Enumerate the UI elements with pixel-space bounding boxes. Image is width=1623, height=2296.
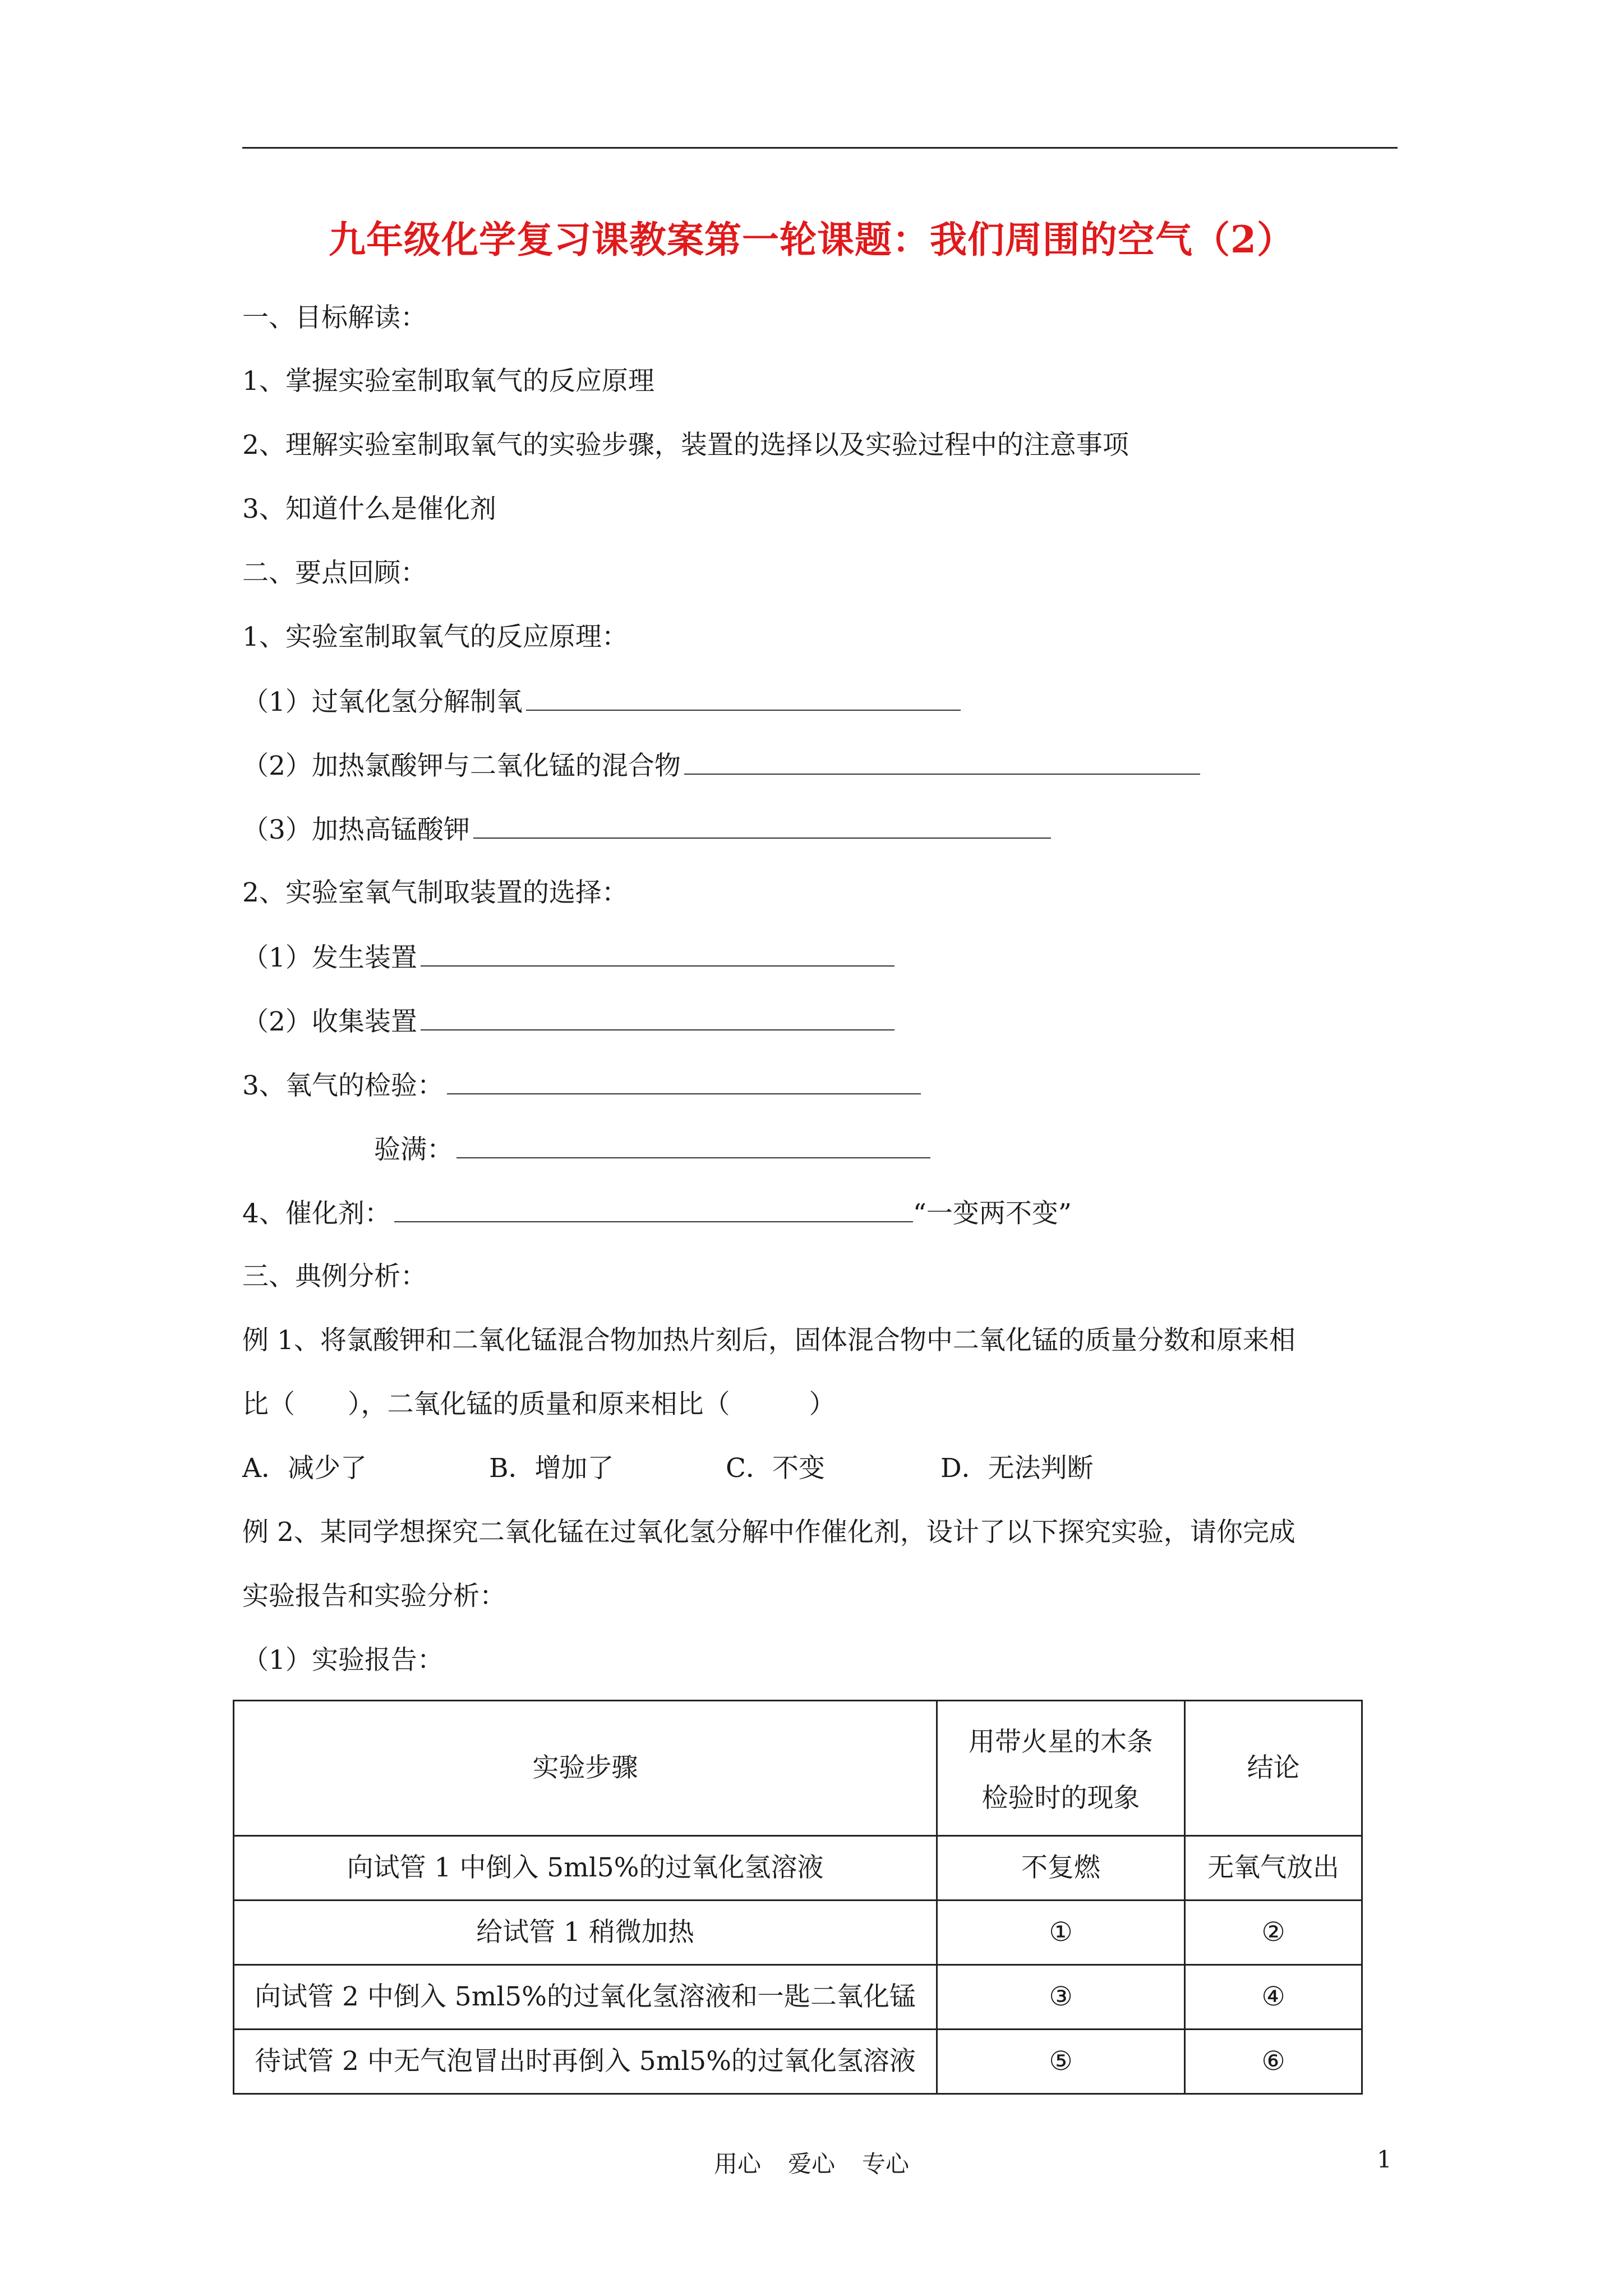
example-1-text: 例 1、将氯酸钾和二氧化锰混合物加热片刻后，固体混合物中二氧化锰的质量分数和原来相 xyxy=(242,1325,1295,1356)
question-3b xyxy=(374,1129,930,1170)
objective-item: 2、理解实验室制取氧气的实验步骤，装置的选择以及实验过程中的注意事项 xyxy=(242,430,1129,461)
question-3b-label: 验满： xyxy=(374,1134,453,1165)
section-3-heading: 三、典例分析： xyxy=(242,1261,427,1292)
section-2-heading: 二、要点回顾： xyxy=(242,558,427,588)
question-1: 1、实验室制取氧气的反应原理： xyxy=(242,622,628,652)
table-header-row xyxy=(234,1701,1362,1836)
header-phenomenon-line2: 检验时的现象 xyxy=(981,1783,1140,1814)
question-4 xyxy=(242,1193,1072,1234)
footer-word: 爱心 xyxy=(787,2150,835,2178)
question-2b-label: （2）收集装置 xyxy=(242,1006,417,1037)
question-1a-label: （1）过氧化氢分解制氧 xyxy=(242,687,523,717)
header-conclusion: 结论 xyxy=(1185,1701,1362,1836)
question-2: 2、实验室氧气制取装置的选择： xyxy=(242,877,628,908)
page-title: 九年级化学复习课教案第一轮课题：我们周围的空气（2） xyxy=(329,218,1294,261)
answer-blank[interactable] xyxy=(526,682,961,711)
cell-phenomenon[interactable]: ⑤ xyxy=(937,2030,1184,2094)
footer-word: 专心 xyxy=(862,2150,910,2178)
question-4-tail: “一变两不变” xyxy=(912,1198,1072,1229)
cell-step: 向试管 2 中倒入 5ml5%的过氧化氢溶液和一匙二氧化锰 xyxy=(234,1965,937,2030)
cell-conclusion[interactable]: ④ xyxy=(1185,1965,1362,2030)
question-3 xyxy=(242,1065,921,1106)
option-b[interactable]: B．增加了 xyxy=(489,1453,614,1484)
table-row xyxy=(234,2030,1362,2094)
example-2-text: 例 2、某同学想探究二氧化锰在过氧化氢分解中作催化剂，设计了以下探究实验，请你完成 xyxy=(242,1517,1295,1548)
question-3-label: 3、氧气的检验： xyxy=(242,1070,444,1101)
cell-step: 向试管 1 中倒入 5ml5%的过氧化氢溶液 xyxy=(234,1836,937,1901)
cell-phenomenon: 不复燃 xyxy=(937,1836,1184,1901)
answer-blank[interactable] xyxy=(394,1193,913,1222)
question-2b xyxy=(242,1001,895,1042)
question-1a xyxy=(242,682,961,722)
question-2a-label: （1）发生装置 xyxy=(242,942,417,973)
option-a[interactable]: A．减少了 xyxy=(242,1453,367,1484)
objective-item: 1、掌握实验室制取氧气的反应原理 xyxy=(242,366,654,397)
question-1b-label: （2）加热氯酸钾与二氧化锰的混合物 xyxy=(242,751,681,781)
option-c[interactable]: C．不变 xyxy=(726,1453,825,1484)
answer-blank[interactable] xyxy=(421,1001,895,1030)
cell-conclusion[interactable]: ⑥ xyxy=(1185,2030,1362,2094)
cell-step: 给试管 1 稍微加热 xyxy=(234,1901,937,1965)
header-phenomenon-line1: 用带火星的木条 xyxy=(969,1727,1154,1757)
example-2-text: 实验报告和实验分析： xyxy=(242,1581,506,1612)
question-4-label: 4、催化剂： xyxy=(242,1198,391,1229)
question-2a xyxy=(242,937,895,978)
header-step: 实验步骤 xyxy=(234,1701,937,1836)
page-number: 1 xyxy=(1377,2146,1392,2173)
answer-blank[interactable] xyxy=(684,746,1200,775)
cell-phenomenon[interactable]: ③ xyxy=(937,1965,1184,2030)
table-row xyxy=(234,1965,1362,2030)
cell-conclusion: 无氧气放出 xyxy=(1185,1836,1362,1901)
header-phenomenon xyxy=(937,1701,1184,1836)
cell-step: 待试管 2 中无气泡冒出时再倒入 5ml5%的过氧化氢溶液 xyxy=(234,2030,937,2094)
footer-word: 用心 xyxy=(713,2150,761,2178)
example-1-text: 比（ ），二氧化锰的质量和原来相比（ ） xyxy=(242,1389,836,1420)
option-d[interactable]: D．无法判断 xyxy=(940,1453,1094,1484)
answer-blank[interactable] xyxy=(457,1129,930,1158)
section-1-heading: 一、目标解读： xyxy=(242,302,427,333)
cell-conclusion[interactable]: ② xyxy=(1185,1901,1362,1965)
experiment-report-table xyxy=(233,1700,1363,2095)
answer-blank[interactable] xyxy=(421,937,895,967)
question-1c-label: （3）加热高锰酸钾 xyxy=(242,815,470,845)
table-row xyxy=(234,1901,1362,1965)
cell-phenomenon[interactable]: ① xyxy=(937,1901,1184,1965)
experiment-report-label: （1）实验报告： xyxy=(242,1645,444,1676)
question-1c xyxy=(242,809,1051,850)
header-rule xyxy=(242,147,1398,149)
answer-blank[interactable] xyxy=(447,1065,921,1094)
objective-item: 3、知道什么是催化剂 xyxy=(242,494,496,524)
table-row xyxy=(234,1836,1362,1901)
question-1b xyxy=(242,746,1200,786)
answer-blank[interactable] xyxy=(473,809,1051,839)
